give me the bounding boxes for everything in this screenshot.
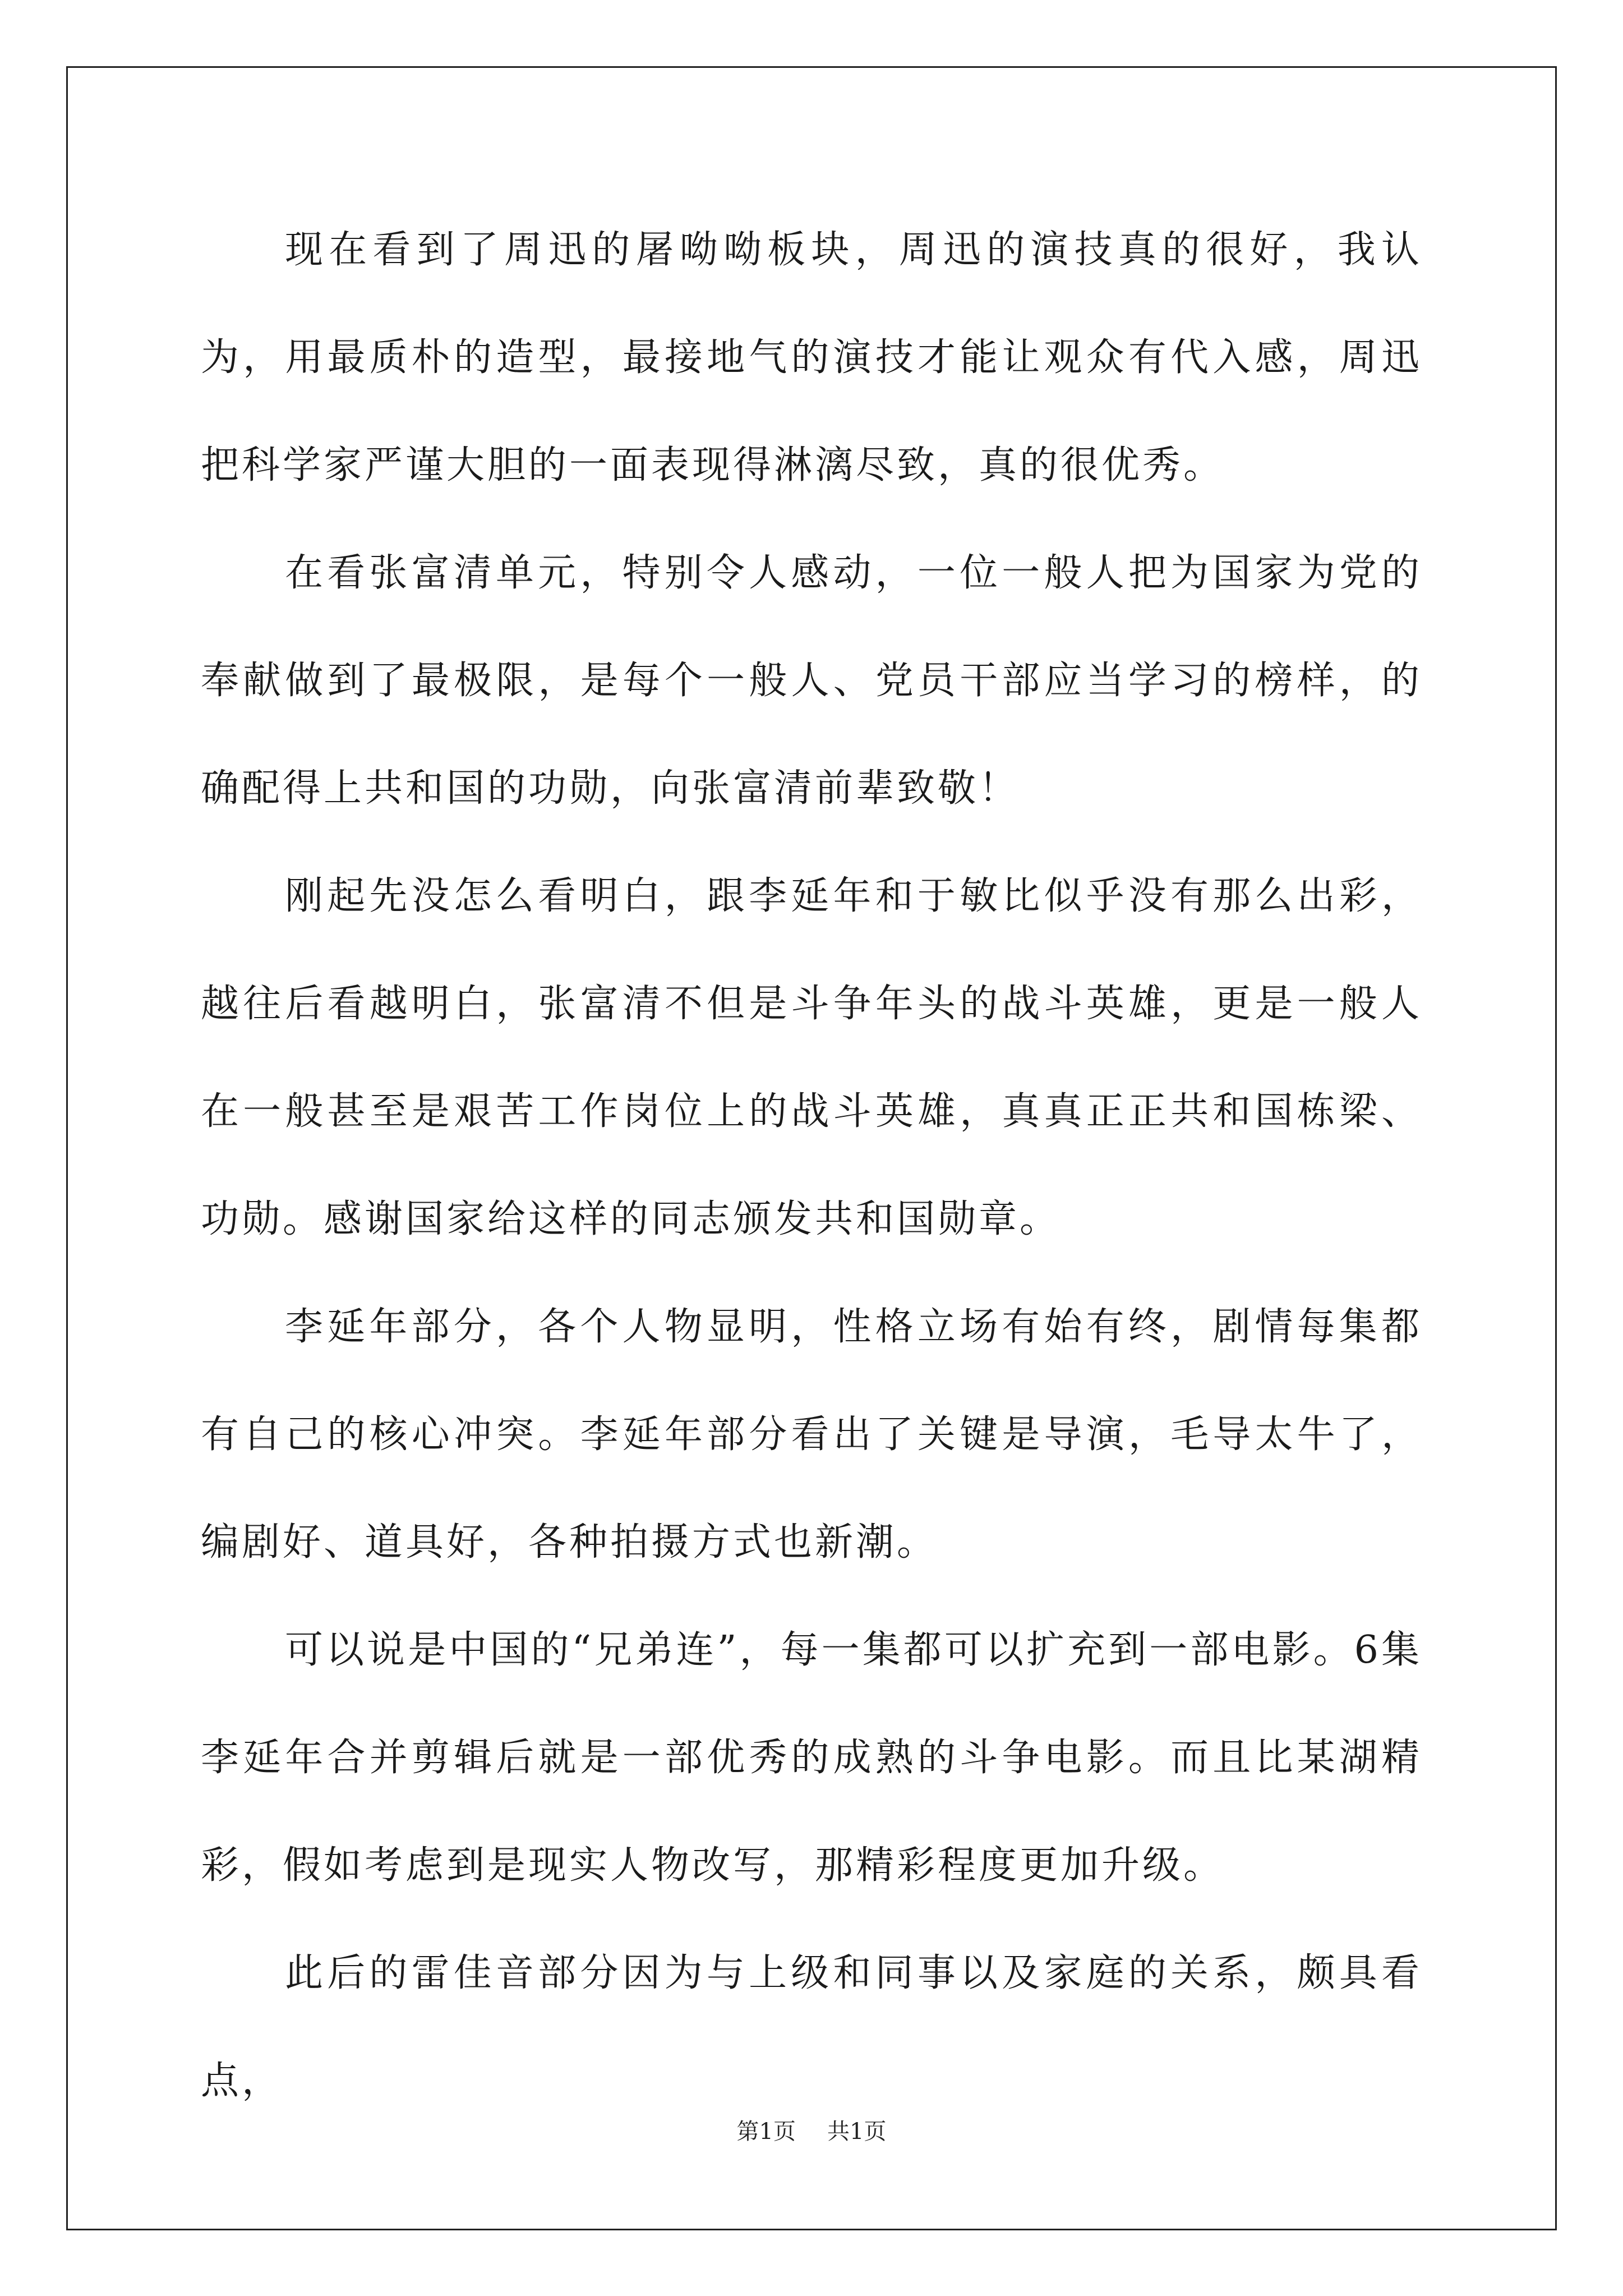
page-footer: [0, 2115, 1623, 2148]
page-number-current: 第1页: [736, 2119, 796, 2145]
document-body: [201, 196, 1422, 2135]
paragraph-2: 在看张富清单元，特别令人感动，一位一般人把为国家为党的奉献做到了最极限，是每个一般人、党员干部应当学习的榜样，的确配得上共和国的功勋，向张富清前辈致敬！: [201, 551, 1422, 811]
page-number-total: 共1页: [827, 2119, 887, 2145]
paragraph-3: 刚起先没怎么看明白，跟李延年和于敏比似乎没有那么出彩，越往后看越明白，张富清不但是斗争年头的战斗英雄，更是一般人在一般甚至是艰苦工作岗位上的战斗英雄，真真正正共和国栋梁、功勋。感谢国家给这样的同志颁发共和国勋章。: [201, 874, 1422, 1241]
paragraph-5: 可以说是中国的“兄弟连”，每一集都可以扩充到一部电影。6集李延年合并剪辑后就是一部优秀的成熟的斗争电影。而且比某湖精彩，假如考虑到是现实人物改写，那精彩程度更加升级。: [201, 1628, 1422, 1888]
paragraph-6: 此后的雷佳音部分因为与上级和同事以及家庭的关系，颇具看点，: [201, 1951, 1422, 2103]
paragraph-4: 李延年部分，各个人物显明，性格立场有始有终，剧情每集都有自己的核心冲突。李延年部分看出了关键是导演，毛导太牛了，编剧好、道具好，各种拍摄方式也新潮。: [201, 1305, 1422, 1565]
paragraph-1: 现在看到了周迅的屠呦呦板块，周迅的演技真的很好，我认为，用最质朴的造型，最接地气的演技才能让观众有代入感，周迅把科学家严谨大胆的一面表现得淋漓尽致，真的很优秀。: [201, 228, 1422, 487]
